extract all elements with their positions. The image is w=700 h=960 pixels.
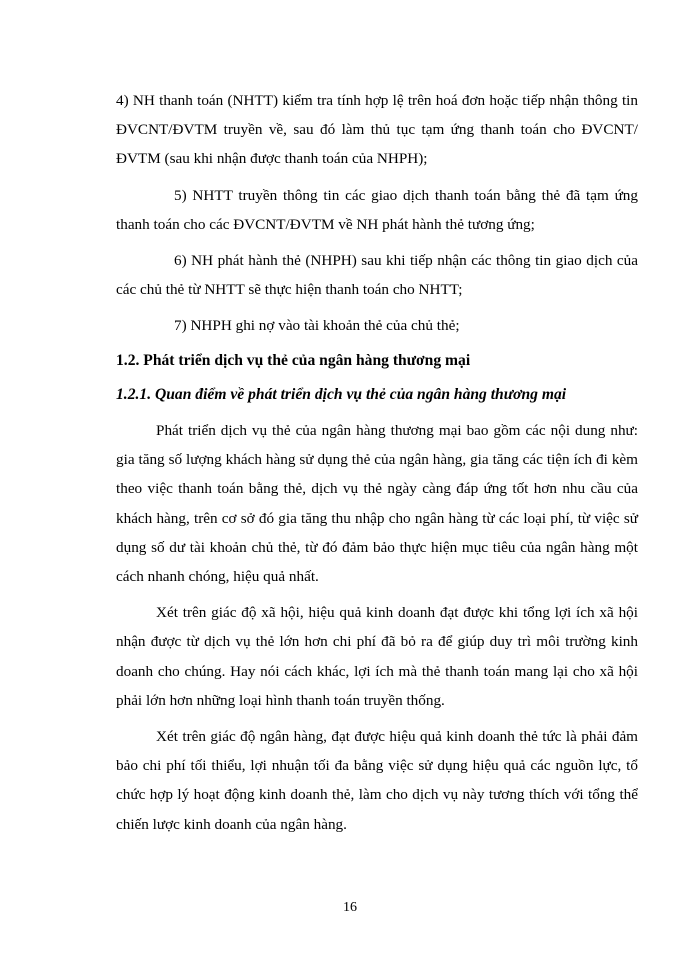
paragraph-step-6: 6) NH phát hành thẻ (NHPH) sau khi tiếp nhận các thông tin giao dịch của các chủ thẻ từ NHTT sẽ thực hiện thanh toán cho NHTT; — [116, 252, 638, 299]
paragraph-step-7: 7) NHPH ghi nợ vào tài khoản thẻ của chủ thẻ; — [174, 317, 460, 335]
page-number: 16 — [343, 900, 357, 915]
body-paragraph-1: Phát triển dịch vụ thẻ của ngân hàng thương mại bao gồm các nội dung như: gia tăng số lượng khách hàng sử dụng thẻ của ngân hàng, gia tăng các tiện ích đi kèm theo việc thanh toán bằng thẻ, dịch vụ thẻ ngày càng đáp ứng tốt hơn nhu cầu của khách hàng, trên cơ sở đó gia tăng thu nhập cho ngân hàng từ các loại phí, từ việc sử dụng số dư tài khoản chủ thẻ, từ đó đảm bảo thực hiện mục tiêu của ngân hàng một cách nhanh chóng, hiệu quả nhất. — [116, 422, 638, 586]
body-paragraph-2: Xét trên giác độ xã hội, hiệu quả kinh doanh đạt được khi tổng lợi ích xã hội nhận được từ dịch vụ thẻ lớn hơn chi phí đã bỏ ra để giúp duy trì môi trường kinh doanh cho chúng. Hay nói cách khác, lợi ích mà thẻ thanh toán mang lại cho xã hội phải lớn hơn những loại hình thanh toán truyền thống. — [116, 604, 638, 709]
subsection-heading: 1.2.1. Quan điểm về phát triển dịch vụ thẻ của ngân hàng thương mại — [116, 385, 567, 403]
paragraph-step-5: 5) NHTT truyền thông tin các giao dịch thanh toán bằng thẻ đã tạm ứng thanh toán cho các ĐVCNT/ĐVTM về NH phát hành thẻ tương ứng; — [116, 186, 638, 233]
section-heading: 1.2. Phát triển dịch vụ thẻ của ngân hàng thương mại — [116, 351, 471, 369]
paragraph-step-4: 4) NH thanh toán (NHTT) kiểm tra tính hợp lệ trên hoá đơn hoặc tiếp nhận thông tin ĐVCNT/ĐVTM truyền về, sau đó làm thủ tục tạm ứng thanh toán cho ĐVCNT/ĐVTM (sau khi nhận được thanh toán của NHPH); — [116, 92, 638, 168]
page-content — [116, 86, 638, 839]
body-paragraph-3: Xét trên giác độ ngân hàng, đạt được hiệu quả kinh doanh thẻ tức là phải đảm bảo chi phí tối thiểu, lợi nhuận tối đa bằng việc sử dụng hiệu quả các nguồn lực, tổ chức hợp lý hoạt động kinh doanh thẻ, làm cho dịch vụ này tương thích với tổng thể chiến lược kinh doanh của ngân hàng. — [116, 728, 638, 833]
